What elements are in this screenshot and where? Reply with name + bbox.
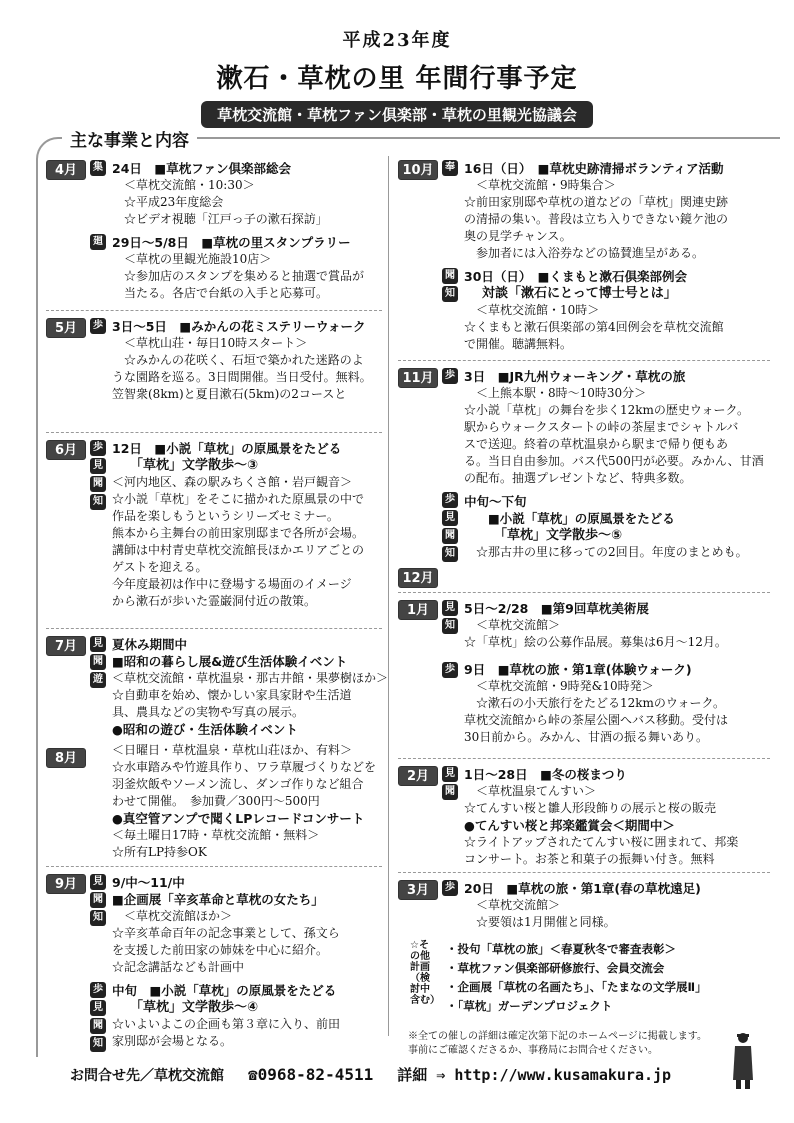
event-body [112,234,390,302]
event-detail: 駅からウォークスタートの峠の茶屋までシャトルバ [464,420,739,434]
learn-icon: 知 [442,286,458,302]
event-venue: ＜草枕の里観光施設10店＞ [124,252,272,266]
event-subtitle: ●てんすい桜と邦楽鑑賞会＜期間中＞ [464,818,675,833]
event-body [464,600,770,651]
event-detail: ☆要領は1月開催と同様。 [476,915,616,929]
event-detail: ☆平成23年度総会 [124,195,224,209]
event-body [112,636,390,738]
walk-icon: 歩 [90,982,106,998]
walk-icon: 歩 [442,880,458,896]
website-link[interactable]: 詳細 ⇒ http://www.kusamakura.jp [397,1066,672,1084]
list-item: ・企画展「草枕の名画たち」、「たまなの文学展Ⅱ」 [446,980,707,994]
month-tag: 4月 [46,160,86,180]
month-tag: 7月 [46,636,86,656]
activity-icons [442,600,458,634]
phone-number: ☎0968-82-4511 [248,1065,374,1084]
month-tag: 3月 [398,880,438,900]
learn-icon: 知 [90,494,106,510]
walk-icon: 歩 [90,318,106,334]
month-block-september [46,874,390,1050]
month-tag: 2月 [398,766,438,786]
divider [398,872,770,873]
event-detail: の配布。抽選プレゼントなど、特典多数。 [464,471,692,485]
event-detail: ☆所有LP持参OK [112,845,207,859]
event-detail: ☆水車踏みや竹遊具作り、ワラ草履づくりなどを [112,760,377,774]
event-venue: ＜毎土曜日17時・草枕交流館・無料＞ [112,828,320,842]
activity-icons [90,982,106,1052]
walk-icon: 歩 [442,368,458,384]
listen-icon: 聞 [442,784,458,800]
month-block-january [398,600,770,746]
event-venue: ＜草枕山荘・毎日10時スタート＞ [124,336,308,350]
event-detail: コンサート。お茶と和菓子の振舞い付き。無料 [464,852,715,866]
walk-icon: 歩 [442,492,458,508]
event-venue: ＜河内地区、森の駅みちくさ館・岩戸観音＞ [112,475,353,489]
notice-line: ※全ての催しの詳細は確定次第下記のホームページに掲載します。 [408,1031,707,1042]
month-tag: 8月 [46,748,86,768]
activity-icons [442,160,458,176]
event-subtitle: 「草枕」文学散歩～⑤ [494,528,623,543]
event-body [112,160,390,228]
contact-label: お問合せ先／草枕交流館 [70,1067,224,1084]
event-detail: ☆くまもと漱石倶楽部の第4回例会を草枕交流館 [464,320,724,334]
event-venue: ＜草枕交流館・9時集合＞ [476,178,616,192]
divider [46,628,382,629]
event-detail: わせて開催。 参加費／300円～500円 [112,794,320,808]
event-detail: 当たる。各店で台紙の入手と応募可。 [124,286,329,300]
event-title: 中旬 ■小説「草枕」の原風景をたどる [112,983,337,998]
month-tag: 10月 [398,160,438,180]
activity-icons [442,268,458,302]
activity-icons [442,492,458,562]
event-venue: ＜草枕交流館＞ [476,898,561,912]
event-title: 1日～28日 ■冬の桜まつり [464,767,627,782]
event-detail: 講師は中村青史草枕交流館長ほかエリアごとの [112,543,365,557]
volunteer-icon: 奉 [442,160,458,176]
event-venue: ＜草枕交流館＞ [476,618,561,632]
organizers-banner: 草枕交流館・草枕ファン倶楽部・草枕の里観光協議会 [201,101,593,128]
divider [398,592,770,593]
event-subtitle: 対談「漱石にとって博士号とは」 [482,286,677,301]
month-block-april [46,160,390,302]
event-detail: 参加者には入浴券などの協賛進呈がある。 [476,246,705,260]
activity-icons [442,880,458,896]
event-venue: ＜草枕温泉てんすい＞ [476,784,597,798]
learn-icon: 知 [90,910,106,926]
list-item: ・「草枕」ガーデンプロジェクト [446,999,613,1013]
event-detail: を支援した前田家の姉妹を中心に紹介。 [112,943,329,957]
event-detail: ☆自動車を始め、懐かしい家具家財や生活道 [112,688,352,702]
event-detail: で開催。聴講無料。 [464,337,573,351]
divider [46,432,382,433]
event-detail: うな園路を巡る。3日間開催。当日受付。無料。 [112,370,372,384]
activity-icons [442,662,458,678]
listen-icon: 聞 [90,1018,106,1034]
event-title: 16日（日） ■草枕史跡清掃ボランティア活動 [464,161,724,176]
month-block-february [398,766,770,868]
notice [408,1030,728,1058]
event-detail: 熊本から主舞台の前田家別邸まで各所が会場。 [112,526,365,540]
learn-icon: 知 [442,618,458,634]
event-body [112,742,390,861]
event-title: 30日（日） ■くまもと漱石倶楽部例会 [464,269,687,284]
event-venue: ＜草枕交流館ほか＞ [124,909,233,923]
event-body [464,766,770,868]
list-item: ・草枕ファン倶楽部研修旅行、会員交流会 [446,961,665,975]
event-detail: 作品を楽しもうというシリーズセミナー。 [112,509,339,523]
event-subtitle: 「草枕」文学散歩～④ [130,1000,259,1015]
event-title: 24日 ■草枕ファン倶楽部総会 [112,161,291,176]
play-icon: 遊 [90,672,106,688]
event-detail: 笠智衆(8km)と夏目漱石(5km)の2コースと [112,387,347,401]
fiscal-year: 平成23年度 [342,30,452,51]
see-icon: 見 [442,510,458,526]
listen-icon: 聞 [442,268,458,284]
event-detail: 家別邸が会場となる。 [112,1034,233,1048]
month-tag: 5月 [46,318,86,338]
month-block-june [46,440,390,610]
event-subtitle: ●真空管アンプで聞くLPレコードコンサート [112,811,365,826]
event-venue: ＜日曜日・草枕温泉・草枕山荘ほか、有料＞ [112,743,353,757]
event-date: 中旬～下旬 [464,494,527,509]
learn-icon: 知 [442,546,458,562]
month-tag: 12月 [398,568,438,588]
listen-icon: 聞 [442,528,458,544]
event-title: ■小説「草枕」の原風景をたどる [488,511,675,526]
event-detail: 30日前から。みかん、甘酒の振る舞いあり。 [464,730,708,744]
month-block-november [398,368,770,561]
month-block-may [46,318,390,403]
month-block-october [398,160,770,353]
event-detail: ☆小説「草枕」の舞台を歩く12kmの歴史ウォーク。 [464,403,749,417]
event-body [464,880,770,931]
event-venue: ＜上熊本駅・8時～10時30分＞ [476,386,647,400]
event-body [112,874,390,976]
other-plans [410,940,770,1016]
activity-icons [90,234,106,250]
event-detail: 羽釜炊飯やソーメン流し、ダンゴ作りなど組合 [112,777,364,791]
see-icon: 見 [90,458,106,474]
event-body [464,368,770,487]
see-icon: 見 [90,636,106,652]
walk-icon: 歩 [442,662,458,678]
divider [398,360,770,361]
footer [70,1064,750,1085]
see-icon: 見 [90,1000,106,1016]
event-detail: る。当日自由参加。バス代500円が必要。みかん、甘酒 [464,454,764,468]
event-venue: ＜草枕交流館・10時＞ [476,303,600,317]
activity-icons [90,160,106,176]
event-body [464,160,770,262]
event-detail: ☆小説「草枕」をそこに描かれた原風景の中で [112,492,365,506]
event-venue: ＜草枕交流館・9時発&10時発＞ [476,679,654,693]
event-title: ■昭和の暮らし展&遊び生活体験イベント [112,654,348,669]
notice-line: 事前にご確認くださるか、事務局にお問合せください。 [408,1045,658,1056]
event-detail: ☆ビデオ視聴「江戸っ子の漱石探訪」 [124,212,328,226]
activity-icons [442,368,458,384]
event-detail: ☆いよいよこの企画も第３章に入り、前田 [112,1017,341,1031]
event-title: 20日 ■草枕の旅・第1章(春の草枕遠足) [464,881,701,896]
event-detail: ☆前田家別邸や草枕の道などの「草枕」関連史跡 [464,195,729,209]
section-heading: 主な事業と内容 [62,126,197,151]
other-plans-label: ☆その他計画（検討中含む） [410,940,440,1006]
event-body [112,318,390,403]
divider [46,866,382,867]
event-subtitle: 「草枕」文学散歩～③ [130,458,259,473]
event-title: 9日 ■草枕の旅・第1章(体験ウォーク) [464,662,692,677]
event-detail: ☆記念講話なども計画中 [112,960,245,974]
event-body [112,440,390,610]
activity-icons [90,440,106,510]
event-title: 5日～2/28 ■第9回草枕美術展 [464,601,649,616]
event-detail: ☆ライトアップされたてんすい桜に囲まれて、邦楽 [464,835,739,849]
see-icon: 見 [442,766,458,782]
walk-icon: 歩 [90,440,106,456]
event-detail: ゲストを迎える。 [112,560,208,574]
activity-icons [90,636,106,688]
month-tag: 11月 [398,368,438,388]
learn-icon: 知 [90,1036,106,1052]
event-subtitle: ●昭和の遊び・生活体験イベント [112,722,298,737]
event-detail: ☆みかんの花咲く、石垣で築かれた迷路のよ [124,353,364,367]
event-detail: 奥の見学チャンス。 [464,229,572,243]
listen-icon: 聞 [90,654,106,670]
divider [46,310,382,311]
event-venue: ＜草枕交流館・草枕温泉・那古井館・果夢樹ほか＞ [112,671,389,685]
month-tag: 9月 [46,874,86,894]
activity-icons [90,318,106,334]
page-header [0,26,794,128]
event-title: 12日 ■小説「草枕」の原風景をたどる [112,441,342,456]
tour-icon: 廻 [90,234,106,250]
event-detail: 草枕交流館から峠の茶屋公園へバス移動。受付は [464,713,729,727]
month-tag: 6月 [46,440,86,460]
event-detail: ☆参加店のスタンプを集めると抽選で賞品が [124,269,365,283]
event-detail: ☆「草枕」絵の公募作品展。募集は6月～12月。 [464,635,727,649]
month-block-august [46,742,390,861]
event-body [464,493,770,561]
event-title: 29日～5/8日 ■草枕の里スタンプラリー [112,235,351,250]
event-detail: ☆辛亥革命百年の記念事業として、孫文ら [112,926,340,940]
event-detail: の清掃の集い。普段は立ち入りできない鏡ケ池の [464,212,729,226]
see-icon: 見 [442,600,458,616]
month-block-july [46,636,390,738]
event-date: 9/中～11/中 [112,875,185,890]
listen-icon: 聞 [90,892,106,908]
event-title: ■企画展「辛亥革命と草枕の女たち」 [112,892,324,907]
event-title: 3日 ■JR九州ウォーキング・草枕の旅 [464,369,686,384]
event-detail: 今年度最初は作中に登場する場面のイメージ [112,577,352,591]
event-detail: から漱石が歩いた霊巌洞付近の散策。 [112,594,317,608]
event-body [112,982,390,1050]
event-venue: ＜草枕交流館・10:30＞ [124,178,255,192]
event-detail: ☆那古井の里に移っての2回目。年度のまとめも。 [476,545,748,559]
list-item: ・投句「草枕の旅」＜春夏秋冬で審査表彰＞ [446,942,676,956]
activity-icons [442,766,458,800]
page-title: 漱石・草枕の里 年間行事予定 [216,64,578,94]
event-detail: ☆てんすい桜と雛人形段飾りの展示と桜の販売 [464,801,717,815]
event-body [464,268,770,353]
event-detail: スで送迎。終着の草枕温泉から駅まで帰り便もあ [464,437,729,451]
month-tag: 1月 [398,600,438,620]
listen-icon: 聞 [90,476,106,492]
gather-icon: 集 [90,160,106,176]
divider [398,758,770,759]
month-block-march [398,880,770,931]
other-plans-list [446,940,770,1016]
see-icon: 見 [90,874,106,890]
event-title: 3日～5日 ■みかんの花ミステリーウォーク [112,319,366,334]
event-detail: 具、農具などの実物や写真の展示。 [112,705,305,719]
event-date: 夏休み期間中 [112,637,188,652]
activity-icons [90,874,106,926]
event-body [464,661,770,746]
event-detail: ☆漱石の小天旅行をたどる12kmのウォーク。 [476,696,725,710]
